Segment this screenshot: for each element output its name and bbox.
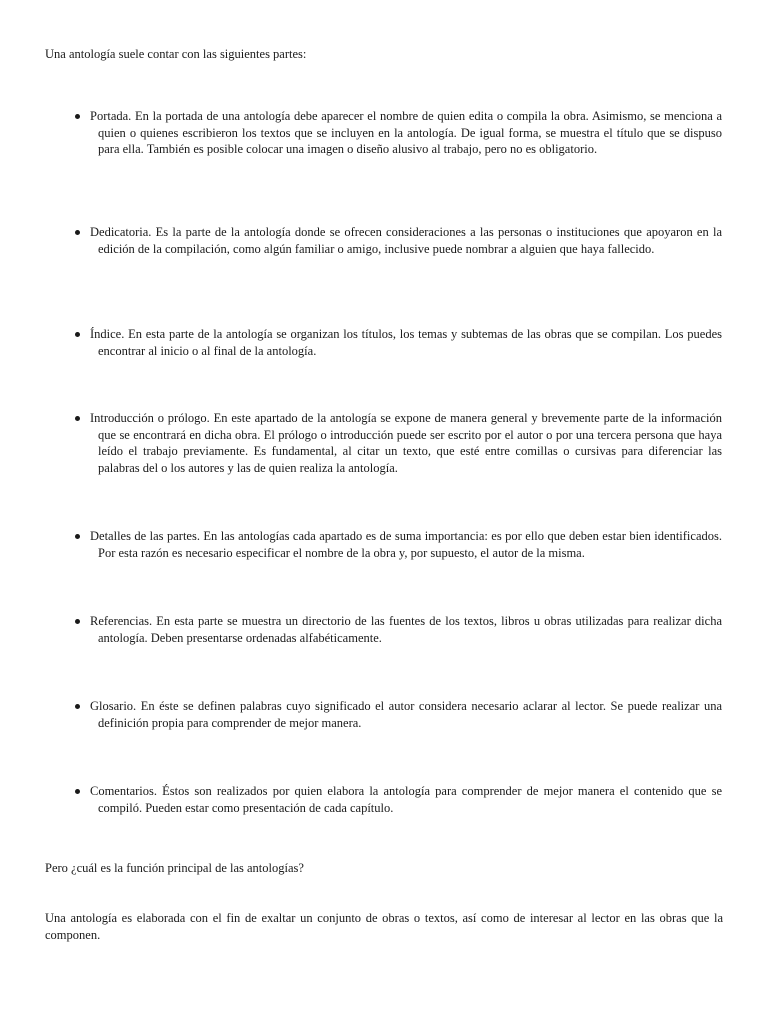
bullet-icon (75, 230, 80, 235)
bullet-icon (75, 704, 80, 709)
bullet-icon (75, 416, 80, 421)
list-item-text: Introducción o prólogo. En este apartado de la antología se expone de manera general y brevemente parte de la información que se encontrará en dicha obra. El prólogo o introducción puede ser escrito por el autor o por una tercera persona que haya leído el trabajo previamente. Es fundamental, al citar un texto, que esté entre comillas o cursivas para diferenciar las palabras del o los autores y las de quien realiza la antología. (90, 411, 722, 475)
list-item-text: Detalles de las partes. En las antologías cada apartado es de suma importancia: es por ello que deben estar bien identificados. Por esta razón es necesario especificar el nombre de la obra y, por supuesto, el autor de la misma. (90, 529, 722, 560)
list-item-introduccion (90, 410, 722, 476)
bullet-icon (75, 789, 80, 794)
bullet-icon (75, 114, 80, 119)
list-item-glosario (90, 698, 722, 731)
list-item-portada (90, 108, 722, 158)
bullet-icon (75, 619, 80, 624)
list-item-detalles (90, 528, 722, 561)
question-heading: Pero ¿cuál es la función principal de las antologías? (45, 861, 304, 875)
list-item-text: Índice. En esta parte de la antología se organizan los títulos, los temas y subtemas de las obras que se compilan. Los puedes encontrar al inicio o al final de la antología. (90, 327, 722, 358)
list-item-text: Glosario. En éste se definen palabras cuyo significado el autor considera necesario aclarar al lector. Se puede realizar una definición propia para comprender de mejor manera. (90, 699, 722, 730)
list-item-referencias (90, 613, 722, 646)
list-item-text: Comentarios. Éstos son realizados por quien elabora la antología para comprender de mejor manera el contenido que se compiló. Pueden estar como presentación de cada capítulo. (90, 784, 722, 815)
list-item-indice (90, 326, 722, 359)
answer-paragraph: Una antología es elaborada con el fin de exaltar un conjunto de obras o textos, así como de interesar al lector en las obras que la componen. (45, 911, 723, 942)
list-item-comentarios (90, 783, 722, 816)
list-item-dedicatoria (90, 224, 722, 257)
bullet-icon (75, 332, 80, 337)
list-item-text: Dedicatoria. Es la parte de la antología donde se ofrecen consideraciones a las personas o instituciones que apoyaron en la edición de la compilación, como algún familiar o amigo, inclusive puede nombrar a alguien que haya fallecido. (90, 225, 722, 256)
list-item-text: Portada. En la portada de una antología debe aparecer el nombre de quien edita o compila la obra. Asimismo, se menciona a quien o quienes escribieron los textos que se incluyen en la antología. De igual forma, se muestra el título que se dispuso para ella. También es posible colocar una imagen o diseño alusivo al trabajo, pero no es obligatorio. (90, 109, 722, 156)
bullet-icon (75, 534, 80, 539)
intro-paragraph: Una antología suele contar con las siguientes partes: (45, 47, 307, 61)
list-item-text: Referencias. En esta parte se muestra un directorio de las fuentes de los textos, libros u obras utilizadas para realizar dicha antología. Deben presentarse ordenadas alfabéticamente. (90, 614, 722, 645)
